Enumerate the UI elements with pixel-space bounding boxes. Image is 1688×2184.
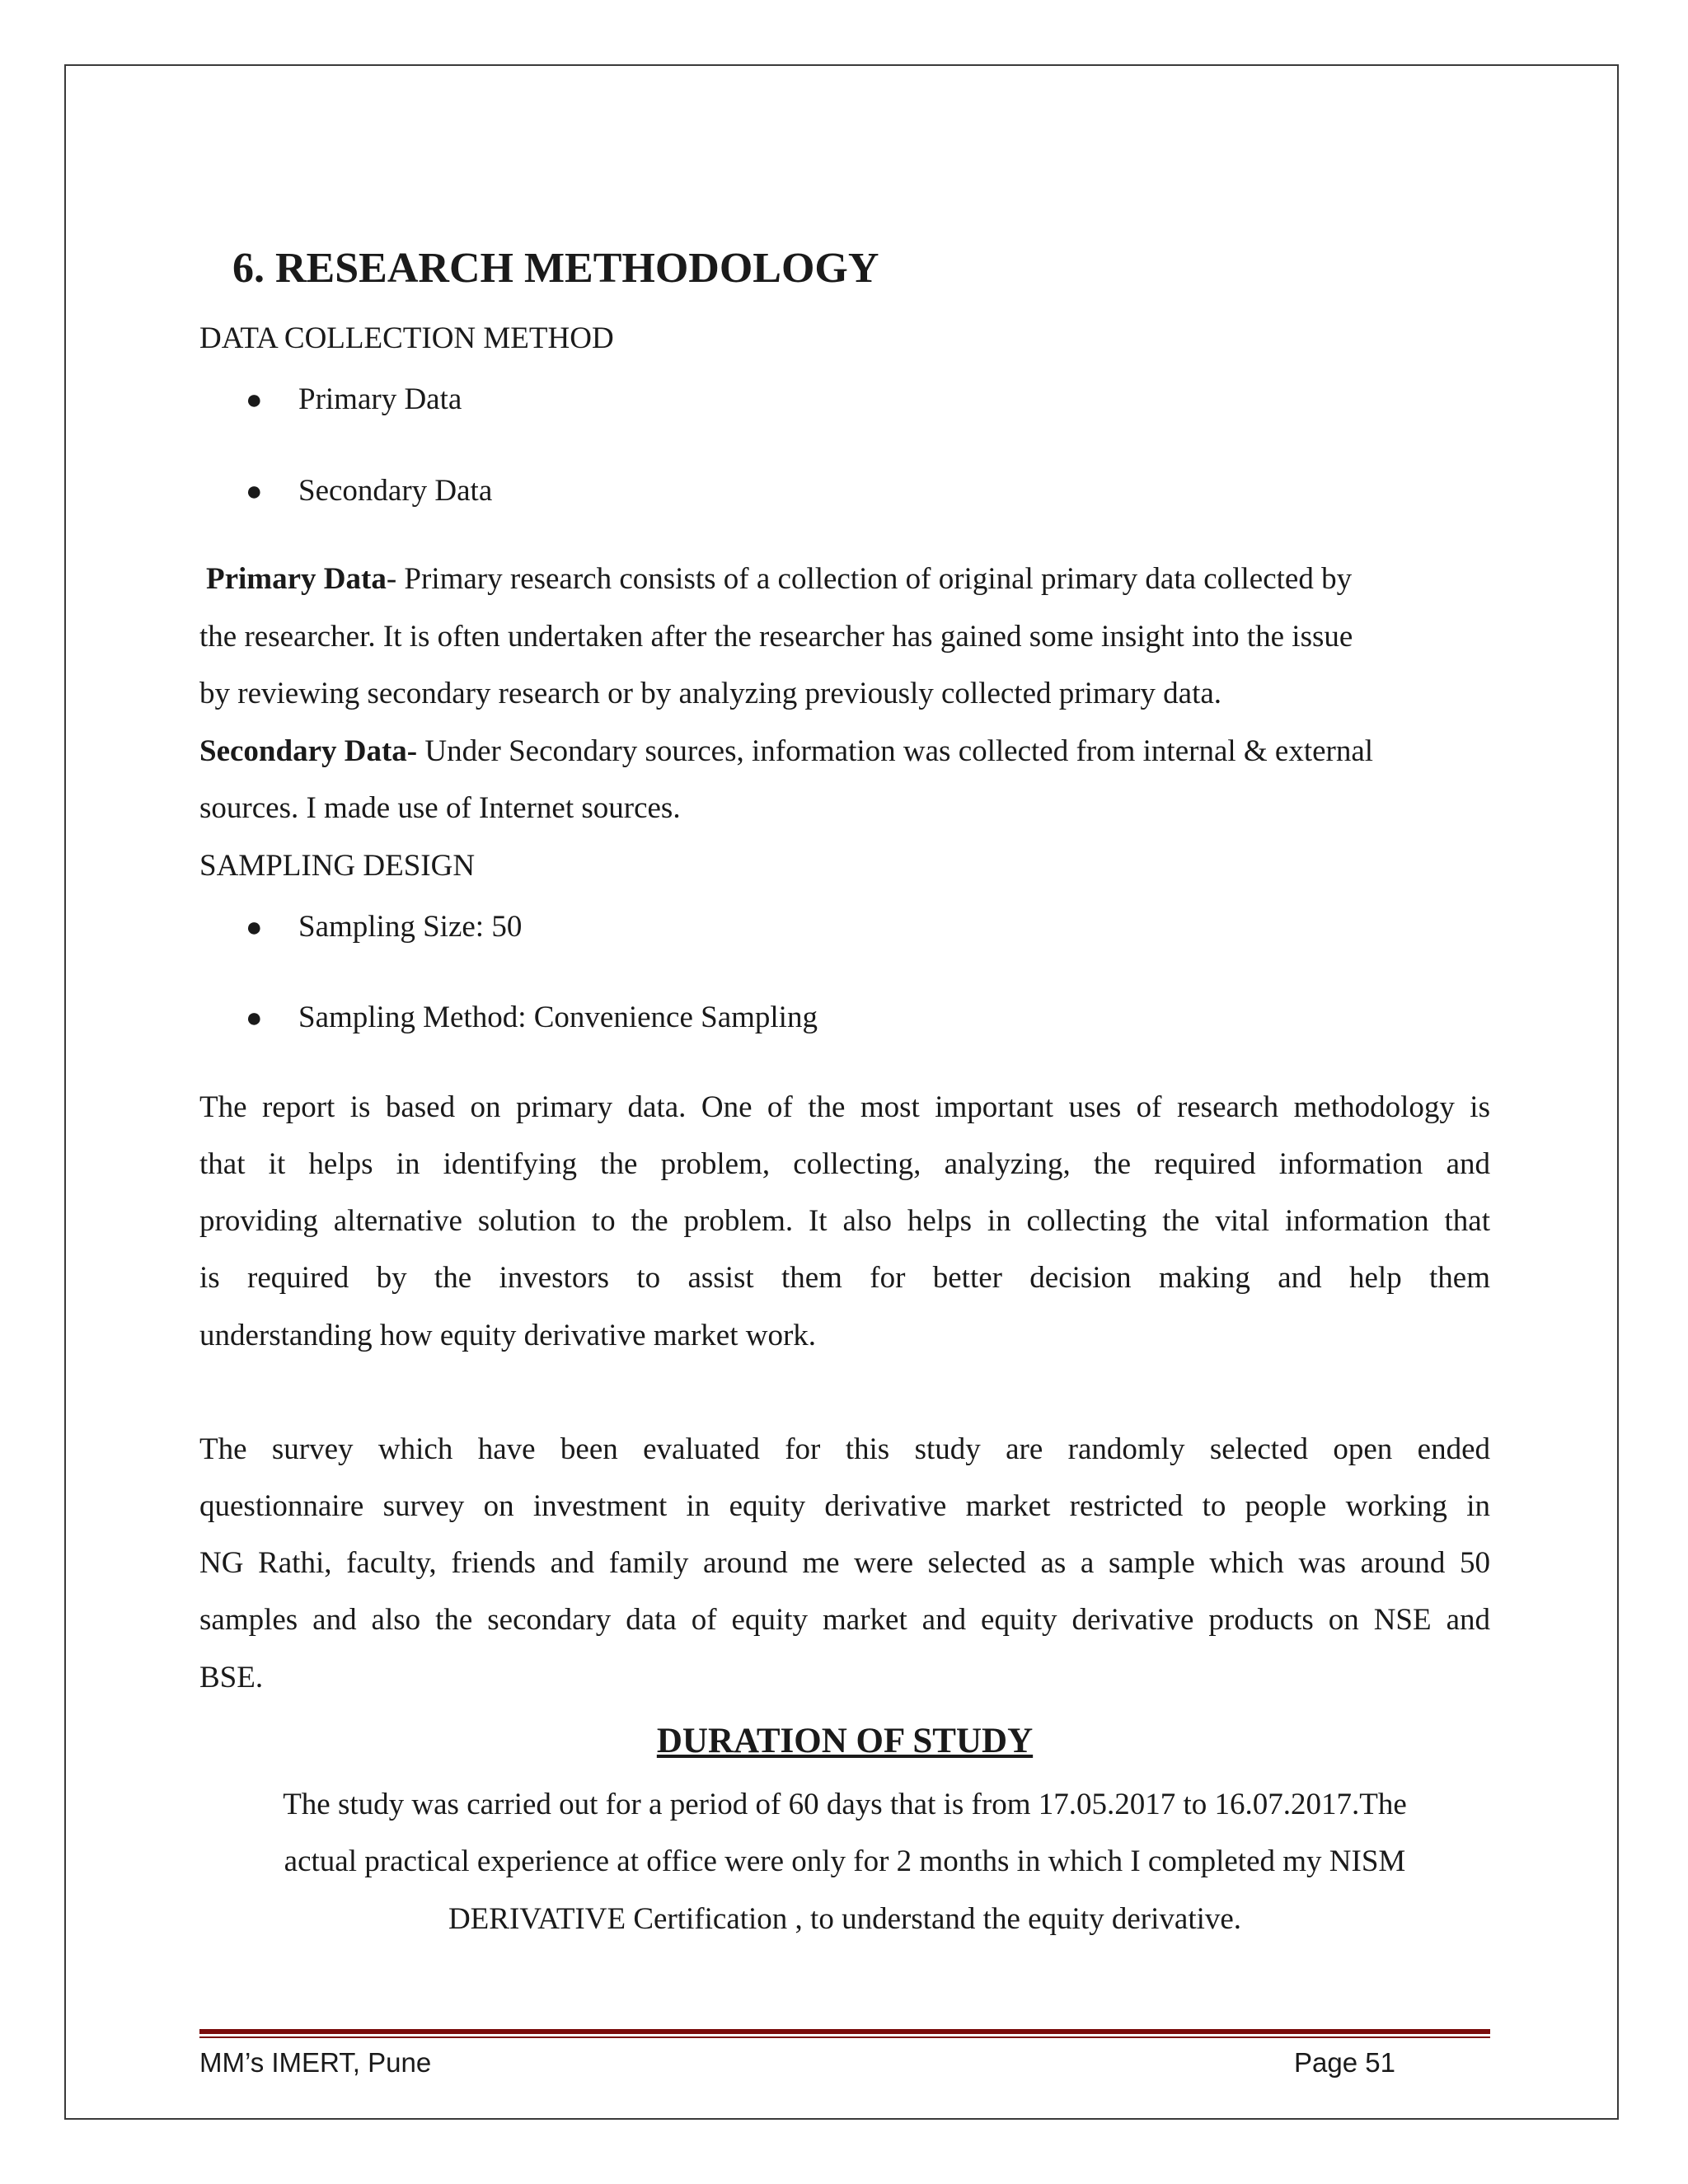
duration-heading: DURATION OF STUDY xyxy=(656,1722,1034,1760)
bullet-text: Primary Data xyxy=(298,382,462,416)
survey-para-line-2: questionnaire survey on investment in equity derivative market restricted to people working in xyxy=(199,1489,1490,1523)
survey-para-line-3: NG Rathi, faculty, friends and family around me were selected as a sample which was around 50 xyxy=(199,1546,1490,1580)
bullet-icon: ● xyxy=(246,476,263,507)
survey-para-line-4: samples and also the secondary data of equity market and equity derivative products on NSE and xyxy=(199,1603,1490,1637)
primary-para-line-3: by reviewing secondary research or by analyzing previously collected primary data. xyxy=(199,677,1222,710)
survey-para-line-5: BSE. xyxy=(199,1661,264,1694)
bullet-secondary-data xyxy=(246,473,492,509)
data-collection-title: DATA COLLECTION METHOD xyxy=(199,321,614,355)
survey-para-line-1: The survey which have been evaluated for this study are randomly selected open ended xyxy=(199,1432,1490,1466)
bullet-sampling-size xyxy=(246,909,522,945)
bullet-primary-data xyxy=(246,382,462,418)
sampling-design-title: SAMPLING DESIGN xyxy=(199,849,476,883)
primary-data-lead: Primary Data xyxy=(206,562,387,596)
report-para-line-1: The report is based on primary data. One of the most important uses of research methodology is xyxy=(199,1090,1490,1124)
section-heading: 6. RESEARCH METHODOLOGY xyxy=(232,245,879,292)
footer-page-number: Page 51 xyxy=(1294,2047,1395,2078)
bullet-icon: ● xyxy=(246,385,263,415)
secondary-data-lead: Secondary Data- xyxy=(199,734,418,768)
duration-line-1: The study was carried out for a period of 60 days that is from 17.05.2017 to 16.07.2017.The xyxy=(283,1788,1407,1821)
report-para-line-2: that it helps in identifying the problem, collecting, analyzing, the required information and xyxy=(199,1147,1490,1181)
bullet-text: Secondary Data xyxy=(298,474,493,508)
duration-line-3: DERIVATIVE Certification , to understand the equity derivative. xyxy=(448,1902,1242,1936)
bullet-icon: ● xyxy=(246,912,263,943)
primary-para-line-2: the researcher. It is often undertaken after the researcher has gained some insight into the issue xyxy=(199,620,1353,654)
report-para-line-5: understanding how equity derivative market work. xyxy=(199,1319,817,1352)
report-para-line-3: providing alternative solution to the problem. It also helps in collecting the vital information that xyxy=(199,1204,1490,1238)
secondary-para-line-2: sources. I made use of Internet sources. xyxy=(199,791,681,825)
footer-rule xyxy=(199,2029,1490,2034)
bullet-sampling-method xyxy=(246,1000,818,1036)
duration-line-2: actual practical experience at office were only for 2 months in which I completed my NISM xyxy=(284,1844,1406,1878)
bullet-text: Sampling Method: Convenience Sampling xyxy=(298,1001,818,1034)
bullet-text: Sampling Size: 50 xyxy=(298,910,523,944)
bullet-icon: ● xyxy=(246,1003,263,1033)
footer-institution: MM’s IMERT, Pune xyxy=(199,2047,432,2078)
footer-rule-thin xyxy=(199,2036,1490,2038)
report-para-line-4: is required by the investors to assist them for better decision making and help them xyxy=(199,1261,1490,1295)
primary-para-line-1: Primary Data- Primary research consists of a collection of original primary data collected by xyxy=(206,562,1353,596)
secondary-para-line-1: Secondary Data- Under Secondary sources, information was collected from internal & external xyxy=(199,734,1374,768)
